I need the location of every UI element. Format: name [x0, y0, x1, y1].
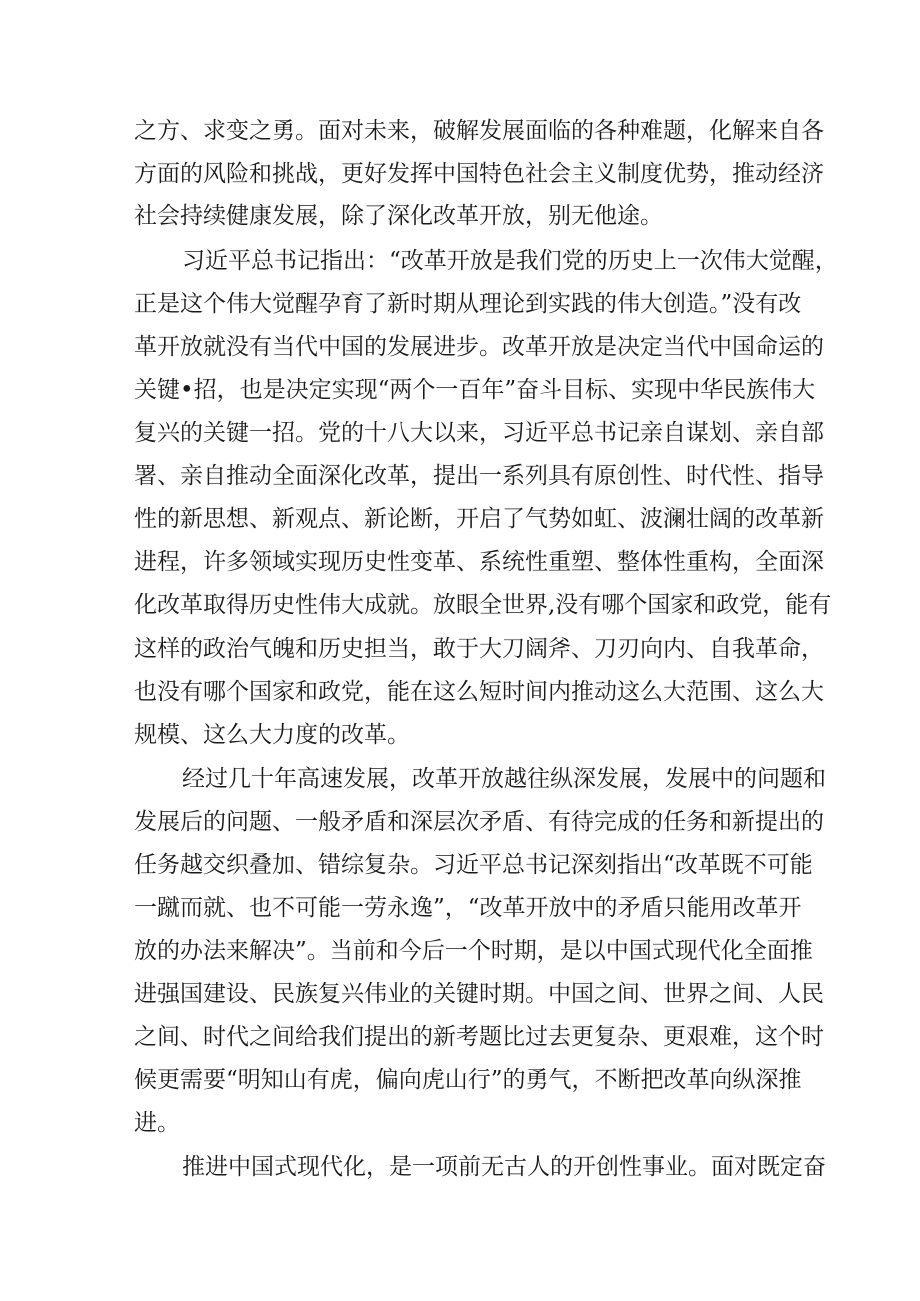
text-line: 也没有哪个国家和政党，能在这么短时间内推动这么大范围、这么大: [134, 679, 824, 705]
text-line: 候更需要“明知山有虎，偏向虎山行”的勇气，不断把改革向纵深推: [134, 1067, 802, 1093]
text-line: 之方、求变之勇。面对未来，破解发展面临的各种难题，化解来自各: [134, 118, 824, 144]
text-line: 经过几十年高速发展，改革开放越往纵深发展，发展中的问题和: [182, 766, 826, 792]
text-line: 一蹴而就、也不可能一劳永逸”，“改革开放中的矛盾只能用改革开: [134, 895, 802, 921]
text-line: 正是这个伟大觉醒孕育了新时期从理论到实践的伟大创造。”没有改: [134, 291, 802, 317]
text-line: 社会持续健康发展，除了深化改革开放，别无他途。: [134, 203, 663, 229]
text-line: 复兴的关键一招。党的十八大以来，习近平总书记亲自谋划、亲自部: [134, 420, 824, 446]
text-line: 习近平总书记指出：“改革开放是我们党的历史上一次伟大觉醒，: [182, 248, 838, 274]
text-line: 进程，许多领域实现历史性变革、系统性重塑、整体性重构，全面深: [134, 549, 824, 575]
text-line: 这样的政治气魄和历史担当，敢于大刀阔斧、刀刃向内、自我革命，: [134, 636, 824, 662]
text-line: 推进中国式现代化，是一项前无古人的开创性事业。面对既定奋: [182, 1154, 826, 1180]
text-line: 署、亲自推动全面深化改革，提出一系列具有原创性、时代性、指导: [134, 463, 824, 489]
text-line: 关键•招，也是决定实现“两个一百年”奋斗目标、实现中华民族伟大: [134, 377, 816, 403]
text-line: 放的办法来解决”。当前和今后一个时期，是以中国式现代化全面推: [134, 938, 813, 964]
text-line: 规模、这么大力度的改革。: [134, 722, 410, 748]
text-line: 方面的风险和挑战，更好发挥中国特色社会主义制度优势，推动经济: [134, 161, 824, 187]
text-line: 之间、时代之间给我们提出的新考题比过去更复杂、更艰难，这个时: [134, 1024, 824, 1050]
text-line: 任务越交织叠加、错综复杂。习近平总书记深刻指出“改革既不可能: [134, 852, 813, 878]
text-line: 性的新思想、新观点、新论断，开启了气势如虹、波澜壮阔的改革新: [134, 506, 824, 532]
text-line: 进。: [134, 1110, 180, 1136]
text-line: 进强国建设、民族复兴伟业的关键时期。中国之间、世界之间、人民: [134, 981, 824, 1007]
text-line: 发展后的问题、一般矛盾和深层次矛盾、有待完成的任务和新提出的: [134, 809, 824, 835]
text-line: 革开放就没有当代中国的发展进步。改革开放是决定当代中国命运的: [134, 334, 824, 360]
text-line: 化改革取得历史性伟大成就。放眼全世界,没有哪个国家和政党，能有: [134, 592, 832, 618]
